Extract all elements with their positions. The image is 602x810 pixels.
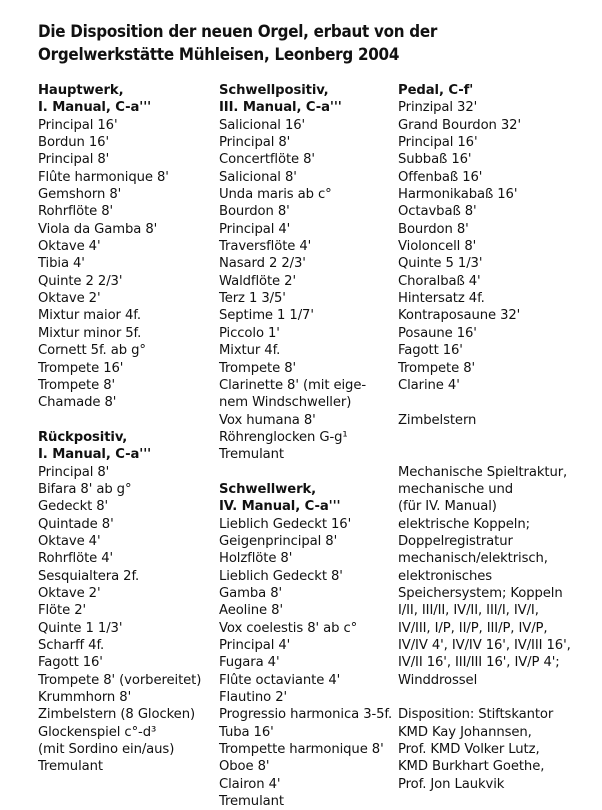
list-item: Glockenspiel c°-d³ <box>38 724 157 740</box>
list-item: Tibia 4' <box>38 256 85 272</box>
technical-list <box>398 464 571 689</box>
list-item: Bourdon 8' <box>219 204 290 220</box>
list-item: Trompete 8' <box>219 360 297 376</box>
title-line-2: Orgelwerkstätte Mühleisen, Leonberg 2004 <box>38 45 400 64</box>
list-item: Principal 16' <box>38 117 118 133</box>
list-item: Trompete 16' <box>38 360 124 376</box>
list-item: Mixtur minor 5f. <box>38 325 142 341</box>
list-item: Trompette harmonique 8' <box>219 742 384 758</box>
section-pedal <box>398 82 571 429</box>
list-item: Salicional 8' <box>219 169 297 185</box>
list-item: Grand Bourdon 32' <box>398 117 522 133</box>
list-item: Vox humana 8' <box>219 412 316 428</box>
list-item: KMD Burkhart Goethe, <box>398 759 545 775</box>
list-item: Sesquialtera 2f. <box>38 568 140 584</box>
stop-list <box>38 117 201 412</box>
list-item: Cornett 5f. ab g° <box>38 343 146 359</box>
list-item: Clarinette 8' (mit eige- <box>219 377 367 393</box>
section-subheading: IV. Manual, C-a''' <box>219 499 341 515</box>
section-credits <box>398 706 571 793</box>
list-item: Krummhorn 8' <box>38 690 132 706</box>
list-item: Gamba 8' <box>219 585 283 601</box>
list-item: Offenbaß 16' <box>398 169 483 185</box>
list-item: Fagott 16' <box>38 655 103 671</box>
list-item: Salicional 16' <box>219 117 306 133</box>
list-item: Waldflöte 2' <box>219 273 296 289</box>
list-item: Speichersystem; Koppeln <box>398 585 563 601</box>
list-item: Oboe 8' <box>219 759 270 775</box>
list-item: mechanisch/elektrisch, <box>398 551 548 567</box>
list-item: Lieblich Gedeckt 8' <box>219 568 343 584</box>
list-item: Hintersatz 4f. <box>398 291 485 307</box>
stop-list <box>219 516 392 810</box>
column-right <box>398 82 571 793</box>
section-subheading: III. Manual, C-a''' <box>219 100 342 116</box>
list-item: Principal 8' <box>38 464 110 480</box>
list-item: Gedeckt 8' <box>38 499 109 515</box>
list-item: IV/II 16', III/III 16', IV/P 4'; <box>398 655 560 671</box>
section-heading: Schwellwerk, <box>219 481 317 497</box>
list-item: Principal 4' <box>219 638 291 653</box>
list-item: Tremulant <box>219 794 284 810</box>
section-subheading: I. Manual, C-a''' <box>38 100 152 116</box>
list-item: KMD Kay Johannsen, <box>398 724 532 740</box>
list-item: I/II, III/II, IV/II, III/I, IV/I, <box>398 603 539 619</box>
section-heading: Schwellpositiv, <box>219 83 329 98</box>
list-item: (für IV. Manual) <box>398 499 497 515</box>
list-item: Bordun 16' <box>38 135 109 151</box>
column-middle <box>219 82 392 810</box>
list-item: Aeoline 8' <box>219 603 283 619</box>
list-item: Mixtur maior 4f. <box>38 308 141 324</box>
section-rueckpositiv <box>38 429 201 776</box>
section-schwellpositiv <box>219 82 392 464</box>
column-left <box>38 82 201 776</box>
page-title <box>38 20 553 66</box>
section-hauptwerk <box>38 82 201 412</box>
list-item: elektrische Koppeln; <box>398 516 530 532</box>
list-item: Geigenprincipal 8' <box>219 533 338 549</box>
list-item: Clairon 4' <box>219 776 281 792</box>
list-item: Prof. Jon Laukvik <box>398 776 505 792</box>
list-item: Tuba 16' <box>219 724 274 740</box>
list-item: Rohrflöte 4' <box>38 551 114 567</box>
list-item: Principal 4' <box>219 221 291 237</box>
list-item: Vox coelestis 8' ab c° <box>219 620 358 636</box>
list-item: Tremulant <box>38 759 103 775</box>
list-item: Oktave 2' <box>38 291 101 307</box>
list-item: Zimbelstern (8 Glocken) <box>38 707 195 723</box>
list-item: Septime 1 1/7' <box>219 308 314 324</box>
list-item: IV/IV 4', IV/IV 16', IV/III 16', <box>398 638 571 653</box>
list-item: Trompete 8' <box>38 377 116 393</box>
list-item: Quinte 5 1/3' <box>398 256 483 272</box>
list-item: Principal 8' <box>38 152 110 168</box>
list-item: Röhrenglocken G-g¹ <box>219 429 348 445</box>
list-item: Chamade 8' <box>38 395 117 411</box>
list-item: Bifara 8' ab g° <box>38 481 132 497</box>
list-item: Terz 1 3/5' <box>219 291 286 307</box>
list-item: Quintade 8' <box>38 516 114 532</box>
list-item: Flûte octaviante 4' <box>219 672 341 688</box>
list-item: Kontraposaune 32' <box>398 308 521 324</box>
list-item: Trompete 8' <box>398 360 476 376</box>
list-item: Viola da Gamba 8' <box>38 221 158 237</box>
list-item: Gemshorn 8' <box>38 187 122 203</box>
list-item: Unda maris ab c° <box>219 187 332 203</box>
credits-list <box>398 706 571 793</box>
stop-list <box>38 464 201 776</box>
list-item: Bourdon 8' <box>398 221 469 237</box>
list-item: Nasard 2 2/3' <box>219 256 306 272</box>
list-item: Holzflöte 8' <box>219 551 293 567</box>
list-item: Oktave 4' <box>38 533 101 549</box>
list-item: Flûte harmonique 8' <box>38 169 169 185</box>
list-item: elektronisches <box>398 568 492 584</box>
list-item: Quinte 2 2/3' <box>38 273 123 289</box>
stop-list <box>219 117 392 464</box>
section-schwellwerk <box>219 481 392 810</box>
list-item: Posaune 16' <box>398 325 477 341</box>
list-item: Winddrossel <box>398 672 478 688</box>
list-item: Trompete 8' (vorbereitet) <box>38 672 202 688</box>
list-item: Disposition: Stiftskantor <box>398 707 554 723</box>
list-item: Principal 16' <box>398 135 478 151</box>
list-item: Progressio harmonica 3-5f. <box>219 707 393 723</box>
list-item: Fugara 4' <box>219 655 280 671</box>
list-item: Fagott 16' <box>398 343 463 359</box>
list-item: Choralbaß 4' <box>398 273 481 289</box>
list-item: Doppelregistratur <box>398 533 513 549</box>
pedal-extra: Zimbelstern <box>398 412 477 428</box>
list-item: Piccolo 1' <box>219 325 280 341</box>
section-subheading: I. Manual, C-a''' <box>38 447 152 463</box>
list-item: Concertflöte 8' <box>219 152 315 168</box>
list-item: Scharff 4f. <box>38 638 105 653</box>
list-item: mechanische und <box>398 481 514 497</box>
list-item: Prinzipal 32' <box>398 100 478 116</box>
section-heading: Hauptwerk, <box>38 83 124 98</box>
list-item: Rohrflöte 8' <box>38 204 114 220</box>
list-item: Prof. KMD Volker Lutz, <box>398 742 540 758</box>
list-item: Violoncell 8' <box>398 239 477 255</box>
section-technical <box>398 464 571 689</box>
list-item: Quinte 1 1/3' <box>38 620 123 636</box>
list-item: Oktave 2' <box>38 585 101 601</box>
list-item: Subbaß 16' <box>398 152 472 168</box>
list-item: Mixtur 4f. <box>219 343 281 359</box>
list-item: Flöte 2' <box>38 603 87 619</box>
stop-list <box>398 99 571 394</box>
list-item: nem Windschweller) <box>219 395 352 411</box>
list-item: Traversflöte 4' <box>219 239 312 255</box>
list-item: IV/III, I/P, II/P, III/P, IV/P, <box>398 620 548 636</box>
section-heading: Pedal, C-f' <box>398 83 474 98</box>
list-item: Clarine 4' <box>398 377 460 393</box>
list-item: Flautino 2' <box>219 690 288 706</box>
list-item: Tremulant <box>219 447 284 463</box>
list-item: Harmonikabaß 16' <box>398 187 518 203</box>
section-heading: Rückpositiv, <box>38 429 128 445</box>
list-item: Oktave 4' <box>38 239 101 255</box>
list-item: Mechanische Spieltraktur, <box>398 464 568 480</box>
list-item: Principal 8' <box>219 135 291 151</box>
list-item: (mit Sordino ein/aus) <box>38 742 175 758</box>
title-line-1: Die Disposition der neuen Orgel, erbaut von der <box>38 22 438 41</box>
list-item: Octavbaß 8' <box>398 204 477 220</box>
list-item: Lieblich Gedeckt 16' <box>219 516 352 532</box>
